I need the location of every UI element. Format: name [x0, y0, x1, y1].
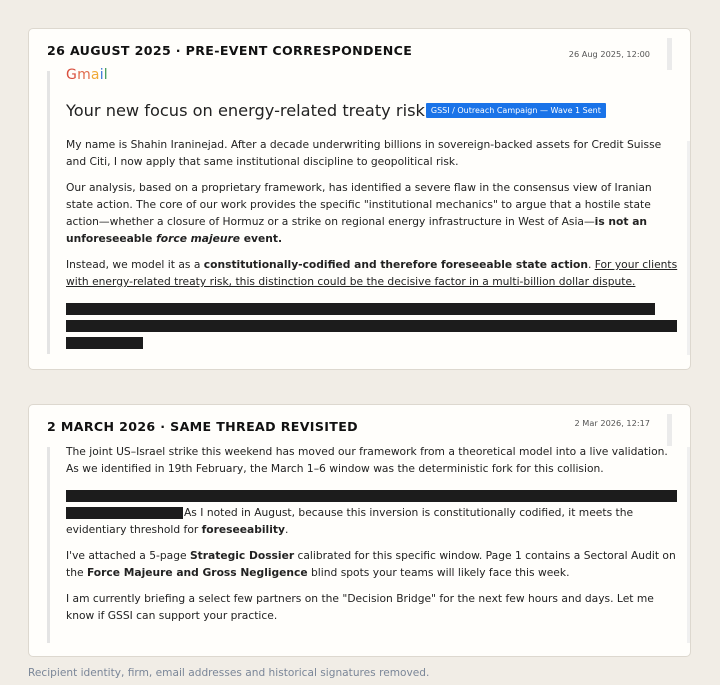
email-body — [66, 136, 678, 290]
card-header: 26 AUGUST 2025 · PRE-EVENT CORRESPONDENCE — [47, 43, 413, 58]
body-paragraph: I am currently briefing a select few partners on the "Decision Bridge" for the next few hours and days. Let me know if GSSI can support your practice. — [66, 592, 654, 622]
subject-row — [66, 101, 606, 120]
footnote: Recipient identity, firm, email addresses and historical signatures removed. — [28, 667, 430, 679]
redaction-bar — [66, 320, 677, 332]
redaction-bar — [66, 490, 677, 502]
scrollbar-thumb[interactable] — [667, 38, 672, 70]
scrollbar-track[interactable] — [687, 447, 690, 643]
body-paragraph: My name is Shahin Iraninejad. After a decade underwriting billions in sovereign-backed assets for Credit Suisse and Citi, I now apply that same institutional discipline to geopolitical risk. — [66, 138, 662, 168]
label-chip[interactable]: GSSI / Outreach Campaign — Wave 1 Sent — [426, 103, 606, 118]
redaction-bar — [66, 337, 143, 349]
card-header: 2 MARCH 2026 · SAME THREAD REVISITED — [47, 419, 358, 434]
email-timestamp: 2 Mar 2026, 12:17 — [574, 418, 650, 428]
body-paragraph: I've attached a 5-page Strategic Dossier calibrated for this specific window. Page 1 contains a Sectoral Audit on the Force Majeure and Gross Negligence blind spots your teams will likely face this week. — [66, 549, 676, 579]
email-subject: Your new focus on energy-related treaty risk — [66, 101, 425, 120]
body-paragraph: Instead, we model it as a constitutionally-codified and therefore foreseeable state action. For your clients with energy-related treaty risk, this distinction could be the decisive factor in a multi-billion dollar dispute. — [66, 258, 678, 288]
scrollbar-track[interactable] — [687, 141, 690, 355]
redaction-bar — [66, 303, 655, 315]
email-card-march — [28, 404, 691, 657]
email-card-august — [28, 28, 691, 370]
email-timestamp: 26 Aug 2025, 12:00 — [568, 49, 650, 59]
body-paragraph: The joint US–Israel strike this weekend has moved our framework from a theoretical model into a live validation. As we identified in 19th February, the March 1–6 window was the deterministic fork for this collision. — [66, 445, 668, 475]
email-body — [66, 504, 678, 624]
underlined-text: For your clients with energy-related treaty risk, this distinction could be the decisive factor in a multi-billion dollar dispute. — [66, 258, 678, 288]
body-paragraph: Our analysis, based on a proprietary framework, has identified a severe flaw in the consensus view of Iranian state action. The core of our work provides the specific "institutional mechanics" to argue that a hostile state action—whether a closure of Hormuz or a strike on regional energy infrastructure in West of Asia—is not an unforeseeable force majeure event. — [66, 181, 652, 245]
email-body — [66, 443, 678, 477]
scrollbar-thumb[interactable] — [667, 414, 672, 446]
gmail-logo: Gmail — [66, 67, 108, 83]
body-paragraph: As I noted in August, because this inversion is constitutionally codified, it meets the evidentiary threshold for foreseeability. — [66, 506, 634, 536]
